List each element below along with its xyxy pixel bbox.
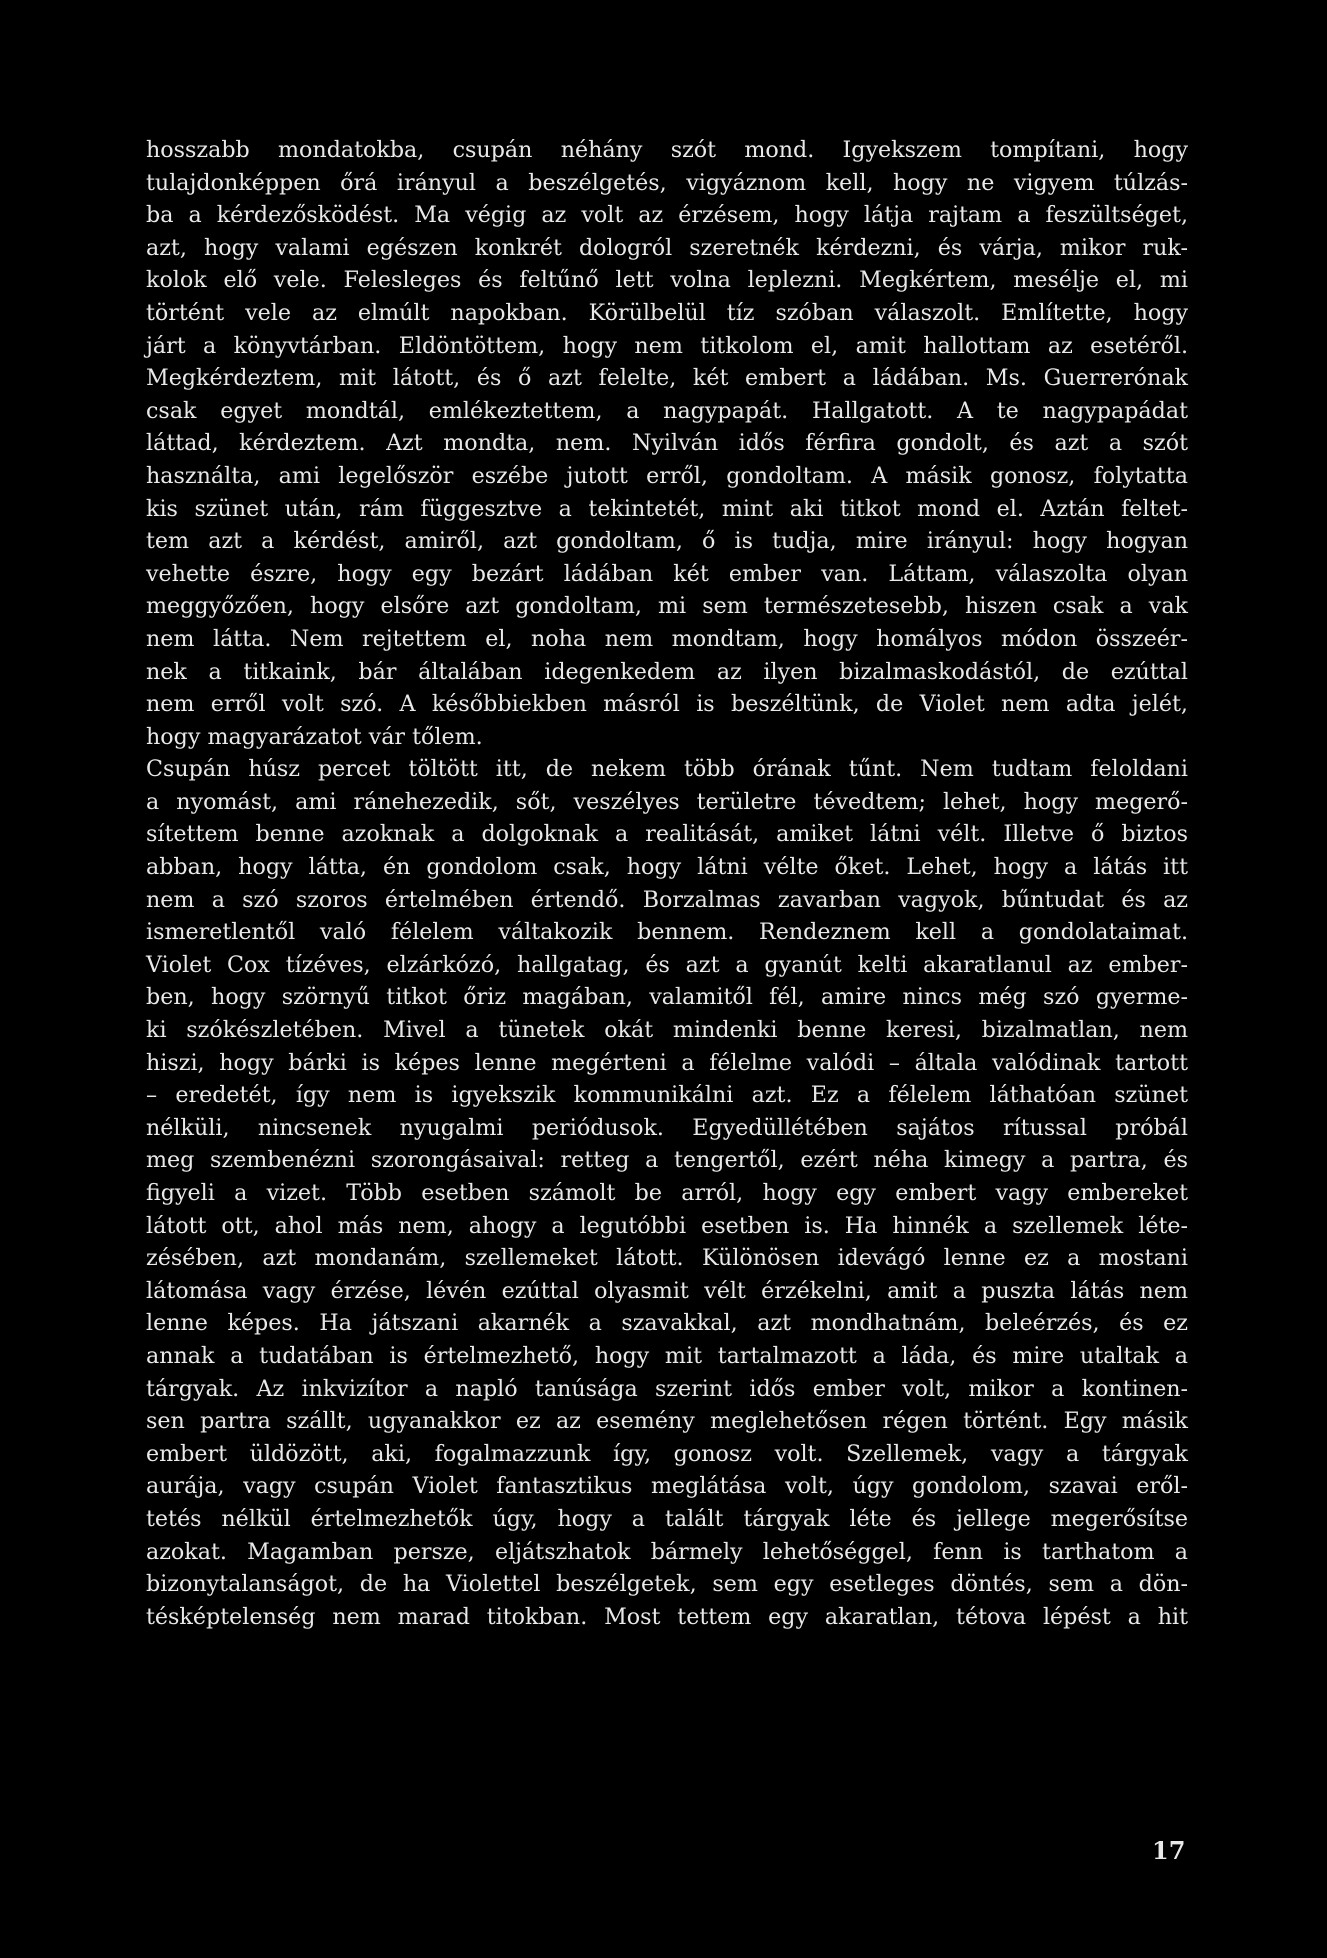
- text-line: nem látta. Nem rejtettem el, noha nem mondtam, hogy homályos módon összeér-: [146, 625, 1188, 652]
- text-line: nem a szó szoros értelmében értendő. Borzalmas zavarban vagyok, bűntudat és az: [146, 886, 1188, 913]
- text-line: ba a kérdezősködést. Ma végig az volt az érzésem, hogy látja rajtam a feszültséget,: [146, 202, 1188, 229]
- text-line: bizonytalanságot, de ha Violettel beszélgetek, sem egy esetleges döntés, sem a dön-: [146, 1571, 1188, 1598]
- text-line: sítettem benne azoknak a dolgoknak a realitását, amiket látni vélt. Illetve ő biztos: [146, 821, 1188, 848]
- text-line: hogy magyarázatot vár tőlem.: [146, 723, 483, 750]
- text-line: nek a titkaink, bár általában idegenkedem az ilyen bizalmaskodástól, de ezúttal: [146, 658, 1188, 685]
- text-line: lenne képes. Ha játszani akarnék a szavakkal, azt mondhatnám, beleérzés, és ez: [146, 1310, 1188, 1337]
- text-line: csak egyet mondtál, emlékeztettem, a nagypapát. Hallgatott. A te nagypapádat: [146, 397, 1188, 424]
- text-line: használta, ami legelőször eszébe jutott erről, gondoltam. A másik gonosz, folytatta: [146, 462, 1188, 489]
- text-line: zésében, azt mondanám, szellemeket látott. Különösen idevágó lenne ez a mostani: [146, 1245, 1188, 1272]
- text-line: embert üldözött, aki, fogalmazzunk így, gonosz volt. Szellemek, vagy a tárgyak: [146, 1440, 1188, 1467]
- text-line: kis szünet után, rám függesztve a tekintetét, mint aki titkot mond el. Aztán feltet-: [146, 495, 1188, 522]
- paragraph: [146, 753, 1188, 1633]
- text-line: járt a könyvtárban. Eldöntöttem, hogy nem titkolom el, amit hallottam az esetéről.: [146, 332, 1188, 359]
- text-line: tem azt a kérdést, amiről, azt gondoltam, ő is tudja, mire irányul: hogy hogyan: [146, 528, 1188, 555]
- text-line: nem erről volt szó. A későbbiekben másról is beszéltünk, de Violet nem adta jelét,: [146, 691, 1188, 718]
- text-line: látott ott, ahol más nem, ahogy a legutóbbi esetben is. Ha hinnék a szellemek léte-: [146, 1212, 1188, 1239]
- text-line: történt vele az elmúlt napokban. Körülbelül tíz szóban válaszolt. Említette, hogy: [146, 299, 1188, 326]
- text-line: ben, hogy szörnyű titkot őriz magában, valamitől fél, amire nincs még szó gyerme-: [146, 984, 1188, 1011]
- text-line: – eredetét, így nem is igyekszik kommunikálni azt. Ez a félelem láthatóan szünet: [146, 1082, 1188, 1109]
- text-line: a nyomást, ami ránehezedik, sőt, veszélyes területre tévedtem; lehet, hogy megerő-: [146, 788, 1188, 815]
- text-line: láttad, kérdeztem. Azt mondta, nem. Nyilván idős férfira gondolt, és azt a szót: [146, 430, 1188, 457]
- text-line: kolok elő vele. Felesleges és feltűnő lett volna leplezni. Megkértem, mesélje el, mi: [146, 267, 1188, 294]
- text-line: tetés nélkül értelmezhetők úgy, hogy a talált tárgyak léte és jellege megerősítse: [146, 1505, 1188, 1532]
- text-line: Violet Cox tízéves, elzárkózó, hallgatag, és azt a gyanút kelti akaratlanul az ember-: [146, 951, 1188, 978]
- text-line: Megkérdeztem, mit látott, és ő azt felelte, két embert a ládában. Ms. Guerrerónak: [146, 365, 1188, 392]
- text-line: meg szembenézni szorongásaival: retteg a tengertől, ezért néha kimegy a partra, és: [146, 1147, 1188, 1174]
- text-line: figyeli a vizet. Több esetben számolt be arról, hogy egy embert vagy embereket: [146, 1180, 1188, 1206]
- text-line: tulajdonképpen őrá irányul a beszélgetés, vigyáznom kell, hogy ne vigyem túlzás-: [146, 169, 1188, 196]
- text-line: ismeretlentől való félelem váltakozik bennem. Rendeznem kell a gondolataimat.: [146, 919, 1188, 946]
- text-line: azt, hogy valami egészen konkrét dologról szeretnék kérdezni, és várja, mikor ruk-: [146, 234, 1188, 261]
- text-line: azokat. Magamban persze, eljátszhatok bármely lehetőséggel, fenn is tarthatom a: [146, 1538, 1188, 1565]
- text-line: meggyőzően, hogy elsőre azt gondoltam, mi sem természetesebb, hiszen csak a vak: [146, 593, 1188, 620]
- text-line: hiszi, hogy bárki is képes lenne megérteni a félelme valódi – általa valódinak tartott: [146, 1049, 1188, 1076]
- paragraph: [146, 134, 1188, 753]
- body-text: [146, 134, 1188, 1633]
- text-line: ki szókészletében. Mivel a tünetek okát mindenki benne keresi, bizalmatlan, nem: [146, 1017, 1188, 1044]
- text-line: vehette észre, hogy egy bezárt ládában két ember van. Láttam, válaszolta olyan: [146, 560, 1188, 587]
- text-line: abban, hogy látta, én gondolom csak, hogy látni vélte őket. Lehet, hogy a látás itt: [146, 854, 1188, 881]
- text-line: látomása vagy érzése, lévén ezúttal olyasmit vélt érzékelni, amit a puszta látás nem: [146, 1277, 1188, 1304]
- text-line: tésképtelenség nem marad titokban. Most tettem egy akaratlan, tétova lépést a hit: [146, 1603, 1188, 1630]
- text-line: hosszabb mondatokba, csupán néhány szót mond. Igyekszem tompítani, hogy: [146, 137, 1188, 163]
- text-line: nélküli, nincsenek nyugalmi periódusok. Egyedüllétében sajátos rítussal próbál: [146, 1114, 1188, 1141]
- text-line: Csupán húsz percet töltött itt, de nekem több órának tűnt. Nem tudtam feloldani: [146, 756, 1188, 783]
- text-line: aurája, vagy csupán Violet fantasztikus meglátása volt, úgy gondolom, szavai eről-: [146, 1473, 1188, 1500]
- page-number: 17: [1152, 1836, 1186, 1865]
- text-line: tárgyak. Az inkvizítor a napló tanúsága szerint idős ember volt, mikor a kontinen-: [146, 1375, 1188, 1402]
- text-line: sen partra szállt, ugyanakkor ez az esemény meglehetősen régen történt. Egy másik: [146, 1408, 1188, 1435]
- text-line: annak a tudatában is értelmezhető, hogy mit tartalmazott a láda, és mire utaltak a: [146, 1342, 1188, 1369]
